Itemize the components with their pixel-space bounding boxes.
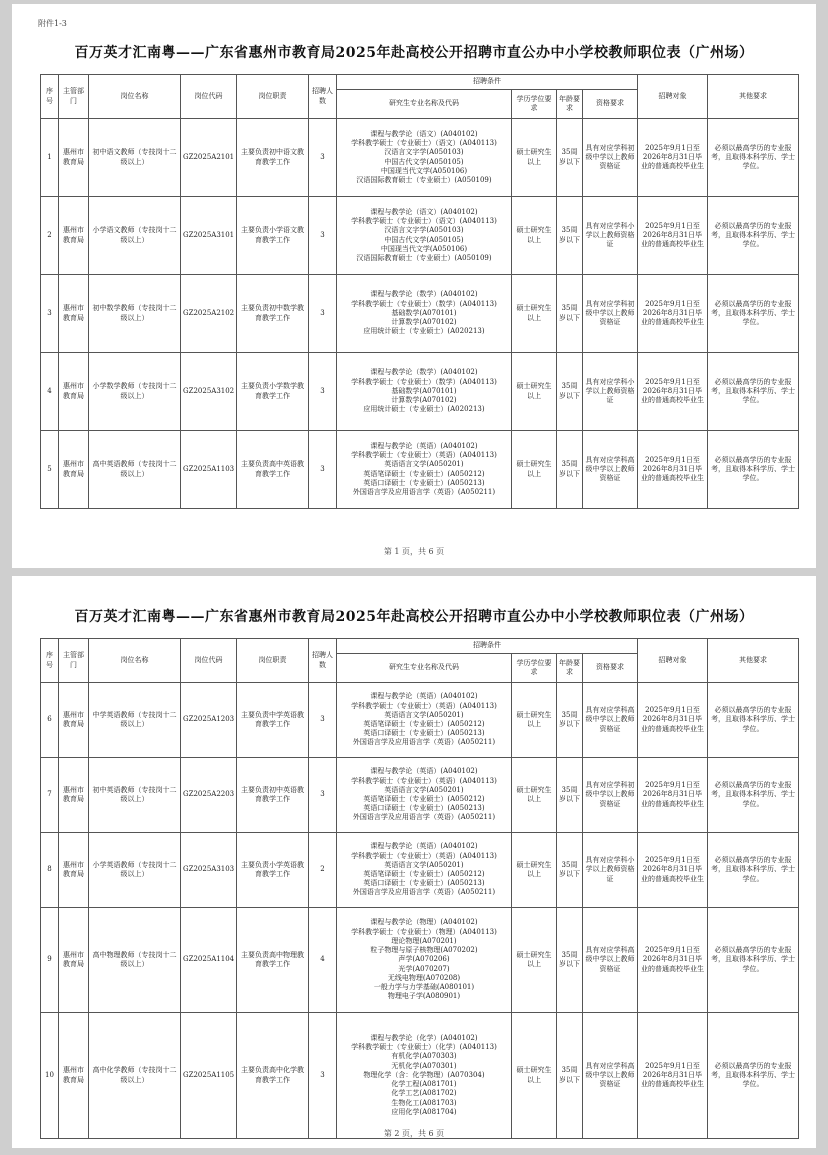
majors-cell bbox=[337, 833, 512, 908]
seq-cell: 3 bbox=[41, 275, 59, 353]
major-item: 生物化工(A081703) bbox=[391, 1098, 457, 1107]
dept-cell: 惠州市教育局 bbox=[59, 908, 89, 1013]
major-item: 外国语言学及应用语言学（英语）(A050211) bbox=[352, 487, 496, 496]
code-cell: GZ2025A1105 bbox=[181, 1013, 237, 1139]
major-item: 学科教学硕士（专业硕士）（语文）(A040113) bbox=[351, 217, 497, 226]
major-item: 课程与教学论（英语）(A040102) bbox=[370, 767, 478, 776]
seq-cell: 2 bbox=[41, 197, 59, 275]
qual-cell: 具有对应学科初级中学以上教师资格证 bbox=[583, 758, 638, 833]
major-item: 外国语言学及应用语言学（英语）(A050211) bbox=[352, 813, 496, 822]
table-row bbox=[41, 431, 799, 509]
major-item: 英语口译硕士（专业硕士）(A050213) bbox=[363, 478, 485, 487]
table-row bbox=[41, 758, 799, 833]
header-code: 岗位代码 bbox=[181, 75, 237, 119]
count-cell: 3 bbox=[309, 353, 337, 431]
major-item: 物理电子学(A080901) bbox=[387, 992, 461, 1001]
table-row bbox=[41, 683, 799, 758]
age-cell: 35周岁以下 bbox=[557, 908, 583, 1013]
other-cell: 必须以最高学历的专业报考，且取得本科学历、学士学位。 bbox=[708, 908, 799, 1013]
majors-cell bbox=[337, 1013, 512, 1139]
target-cell: 2025年9月1日至2026年8月31日毕业的普通高校毕业生 bbox=[638, 353, 708, 431]
dept-cell: 惠州市教育局 bbox=[59, 275, 89, 353]
duty-cell: 主要负责高中物理教育教学工作 bbox=[237, 908, 309, 1013]
header-majors: 研究生专业名称及代码 bbox=[337, 90, 512, 119]
other-cell: 必须以最高学历的专业报考，且取得本科学历、学士学位。 bbox=[708, 833, 799, 908]
code-cell: GZ2025A3101 bbox=[181, 197, 237, 275]
header-duty: 岗位职责 bbox=[237, 75, 309, 119]
code-cell: GZ2025A3103 bbox=[181, 833, 237, 908]
major-item: 英语语言文学(A050201) bbox=[384, 710, 464, 719]
count-cell: 2 bbox=[309, 833, 337, 908]
major-item: 英语口译硕士（专业硕士）(A050213) bbox=[363, 729, 485, 738]
majors-cell bbox=[337, 275, 512, 353]
duty-cell: 主要负责高中英语教育教学工作 bbox=[237, 431, 309, 509]
seq-cell: 10 bbox=[41, 1013, 59, 1139]
position-cell: 高中英语教师（专技岗十二级以上） bbox=[89, 431, 181, 509]
major-item: 汉语国际教育硕士（专业硕士）(A050109) bbox=[356, 253, 492, 262]
major-item: 英语语言文学(A050201) bbox=[384, 860, 464, 869]
major-item: 计算数学(A070102) bbox=[391, 318, 457, 327]
other-cell: 必须以最高学历的专业报考，且取得本科学历、学士学位。 bbox=[708, 1013, 799, 1139]
header-other: 其他要求 bbox=[708, 75, 799, 119]
seq-cell: 7 bbox=[41, 758, 59, 833]
position-cell: 高中物理教师（专技岗十二级以上） bbox=[89, 908, 181, 1013]
position-cell: 小学语文教师（专技岗十二级以上） bbox=[89, 197, 181, 275]
count-cell: 3 bbox=[309, 1013, 337, 1139]
header-code: 岗位代码 bbox=[181, 639, 237, 683]
major-item: 学科教学硕士（专业硕士）（物理）(A040113) bbox=[351, 927, 497, 936]
duty-cell: 主要负责初中数学教育教学工作 bbox=[237, 275, 309, 353]
header-dept: 主管部门 bbox=[59, 639, 89, 683]
duty-cell: 主要负责小学英语教育教学工作 bbox=[237, 833, 309, 908]
header-qual: 资格要求 bbox=[583, 654, 638, 683]
major-item: 中国现当代文学(A050106) bbox=[380, 166, 468, 175]
qual-cell: 具有对应学科初级中学以上教师资格证 bbox=[583, 119, 638, 197]
major-item: 汉语国际教育硕士（专业硕士）(A050109) bbox=[356, 175, 492, 184]
major-item: 一般力学与力学基础(A080101) bbox=[373, 983, 475, 992]
major-item: 课程与教学论（语文）(A040102) bbox=[370, 129, 478, 138]
major-item: 无线电物理(A070208) bbox=[387, 973, 461, 982]
header-age: 年龄要求 bbox=[557, 90, 583, 119]
position-cell: 初中英语教师（专技岗十二级以上） bbox=[89, 758, 181, 833]
qual-cell: 具有对应学科高级中学以上教师资格证 bbox=[583, 683, 638, 758]
header-dept: 主管部门 bbox=[59, 75, 89, 119]
major-item: 学科教学硕士（专业硕士）（数学）(A040113) bbox=[351, 377, 497, 386]
dept-cell: 惠州市教育局 bbox=[59, 119, 89, 197]
major-item: 课程与教学论（英语）(A040102) bbox=[370, 692, 478, 701]
count-cell: 4 bbox=[309, 908, 337, 1013]
major-item: 理论物理(A070201) bbox=[391, 936, 457, 945]
major-item: 无机化学(A070301) bbox=[391, 1061, 457, 1070]
code-cell: GZ2025A2102 bbox=[181, 275, 237, 353]
target-cell: 2025年9月1日至2026年8月31日毕业的普通高校毕业生 bbox=[638, 758, 708, 833]
table-row bbox=[41, 908, 799, 1013]
age-cell: 35周岁以下 bbox=[557, 833, 583, 908]
dept-cell: 惠州市教育局 bbox=[59, 683, 89, 758]
major-item: 基础数学(A070101) bbox=[391, 308, 457, 317]
major-item: 课程与教学论（语文）(A040102) bbox=[370, 207, 478, 216]
position-cell: 高中化学教师（专技岗十二级以上） bbox=[89, 1013, 181, 1139]
seq-cell: 5 bbox=[41, 431, 59, 509]
major-item: 课程与教学论（英语）(A040102) bbox=[370, 842, 478, 851]
duty-cell: 主要负责初中英语教育教学工作 bbox=[237, 758, 309, 833]
majors-cell bbox=[337, 197, 512, 275]
major-item: 汉语言文字学(A050103) bbox=[384, 226, 464, 235]
age-cell: 35周岁以下 bbox=[557, 197, 583, 275]
page-title: 百万英才汇南粤——广东省惠州市教育局2025年赴高校公开招聘市直公办中小学校教师职位表（广州场） bbox=[74, 609, 754, 625]
qual-cell: 具有对应学科小学以上教师资格证 bbox=[583, 197, 638, 275]
header-target: 招聘对象 bbox=[638, 75, 708, 119]
major-item: 课程与教学论（数学）(A040102) bbox=[370, 368, 478, 377]
major-item: 中国古代文学(A050105) bbox=[384, 157, 464, 166]
code-cell: GZ2025A3102 bbox=[181, 353, 237, 431]
major-item: 学科教学硕士（专业硕士）（数学）(A040113) bbox=[351, 299, 497, 308]
majors-cell bbox=[337, 908, 512, 1013]
target-cell: 2025年9月1日至2026年8月31日毕业的普通高校毕业生 bbox=[638, 431, 708, 509]
edu-cell: 硕士研究生以上 bbox=[512, 353, 557, 431]
major-item: 英语笔译硕士（专业硕士）(A050212) bbox=[363, 795, 485, 803]
duty-cell: 主要负责中学英语教育教学工作 bbox=[237, 683, 309, 758]
edu-cell: 硕士研究生以上 bbox=[512, 833, 557, 908]
header-seq: 序号 bbox=[41, 639, 59, 683]
age-cell: 35周岁以下 bbox=[557, 431, 583, 509]
other-cell: 必须以最高学历的专业报考，且取得本科学历、学士学位。 bbox=[708, 758, 799, 833]
major-item: 学科教学硕士（专业硕士）（英语）(A040113) bbox=[351, 851, 497, 860]
page-footer: 第 1 页，共 6 页 bbox=[383, 547, 445, 556]
seq-cell: 4 bbox=[41, 353, 59, 431]
seq-cell: 1 bbox=[41, 119, 59, 197]
major-item: 课程与教学论（物理）(A040102) bbox=[370, 918, 478, 927]
table-row bbox=[41, 197, 799, 275]
header-position: 岗位名称 bbox=[89, 639, 181, 683]
major-item: 应用统计硕士（专业硕士）(A020213) bbox=[363, 327, 485, 336]
code-cell: GZ2025A1104 bbox=[181, 908, 237, 1013]
code-cell: GZ2025A2101 bbox=[181, 119, 237, 197]
count-cell: 3 bbox=[309, 197, 337, 275]
code-cell: GZ2025A1103 bbox=[181, 431, 237, 509]
header-target: 招聘对象 bbox=[638, 639, 708, 683]
header-other: 其他要求 bbox=[708, 639, 799, 683]
qual-cell: 具有对应学科高级中学以上教师资格证 bbox=[583, 431, 638, 509]
table-row bbox=[41, 275, 799, 353]
major-item: 粒子物理与原子核物理(A070202) bbox=[370, 946, 478, 955]
qual-cell: 具有对应学科高级中学以上教师资格证 bbox=[583, 908, 638, 1013]
header-edu: 学历学位要求 bbox=[512, 90, 557, 119]
count-cell: 3 bbox=[309, 119, 337, 197]
major-item: 学科教学硕士（专业硕士）（英语）(A040113) bbox=[351, 701, 497, 710]
header-majors: 研究生专业名称及代码 bbox=[337, 654, 512, 683]
other-cell: 必须以最高学历的专业报考，且取得本科学历、学士学位。 bbox=[708, 275, 799, 353]
duty-cell: 主要负责高中化学教育教学工作 bbox=[237, 1013, 309, 1139]
major-item: 中国古代文学(A050105) bbox=[384, 235, 464, 244]
major-item: 英语口译硕士（专业硕士）(A050213) bbox=[363, 879, 485, 888]
other-cell: 必须以最高学历的专业报考，且取得本科学历、学士学位。 bbox=[708, 353, 799, 431]
header-position: 岗位名称 bbox=[89, 75, 181, 119]
document-page-1 bbox=[12, 4, 816, 568]
edu-cell: 硕士研究生以上 bbox=[512, 683, 557, 758]
other-cell: 必须以最高学历的专业报考，且取得本科学历、学士学位。 bbox=[708, 197, 799, 275]
header-qual: 资格要求 bbox=[583, 90, 638, 119]
dept-cell: 惠州市教育局 bbox=[59, 353, 89, 431]
majors-cell bbox=[337, 683, 512, 758]
age-cell: 35周岁以下 bbox=[557, 275, 583, 353]
position-cell: 初中数学教师（专技岗十二级以上） bbox=[89, 275, 181, 353]
header-count: 招聘人数 bbox=[309, 75, 337, 119]
header-seq: 序号 bbox=[41, 75, 59, 119]
target-cell: 2025年9月1日至2026年8月31日毕业的普通高校毕业生 bbox=[638, 1013, 708, 1139]
document-page-2 bbox=[12, 576, 816, 1148]
other-cell: 必须以最高学历的专业报考，且取得本科学历、学士学位。 bbox=[708, 683, 799, 758]
count-cell: 3 bbox=[309, 683, 337, 758]
position-cell: 中学英语教师（专技岗十二级以上） bbox=[89, 683, 181, 758]
count-cell: 3 bbox=[309, 758, 337, 833]
major-item: 英语笔译硕士（专业硕士）(A050212) bbox=[363, 469, 485, 478]
major-item: 应用统计硕士（专业硕士）(A020213) bbox=[363, 405, 485, 414]
major-item: 学科教学硕士（专业硕士）（英语）(A040113) bbox=[351, 451, 497, 460]
header-count: 招聘人数 bbox=[309, 639, 337, 683]
major-item: 学科教学硕士（专业硕士）（语文）(A040113) bbox=[351, 139, 497, 148]
code-cell: GZ2025A1203 bbox=[181, 683, 237, 758]
duty-cell: 主要负责初中语文教育教学工作 bbox=[237, 119, 309, 197]
target-cell: 2025年9月1日至2026年8月31日毕业的普通高校毕业生 bbox=[638, 119, 708, 197]
header-row bbox=[41, 639, 799, 654]
dept-cell: 惠州市教育局 bbox=[59, 758, 89, 833]
major-item: 英语语言文学(A050201) bbox=[384, 785, 464, 794]
major-item: 化学工程(A081701) bbox=[391, 1080, 457, 1089]
qual-cell: 具有对应学科初级中学以上教师资格证 bbox=[583, 275, 638, 353]
qual-cell: 具有对应学科小学以上教师资格证 bbox=[583, 353, 638, 431]
seq-cell: 9 bbox=[41, 908, 59, 1013]
table-row bbox=[41, 1013, 799, 1139]
major-item: 应用化学(A081704) bbox=[391, 1107, 457, 1116]
count-cell: 3 bbox=[309, 431, 337, 509]
majors-cell bbox=[337, 758, 512, 833]
edu-cell: 硕士研究生以上 bbox=[512, 275, 557, 353]
edu-cell: 硕士研究生以上 bbox=[512, 1013, 557, 1139]
major-item: 学科教学硕士（专业硕士）（英语）(A040113) bbox=[351, 776, 497, 785]
edu-cell: 硕士研究生以上 bbox=[512, 758, 557, 833]
major-item: 英语语言文学(A050201) bbox=[384, 460, 464, 469]
header-duty: 岗位职责 bbox=[237, 639, 309, 683]
majors-cell bbox=[337, 353, 512, 431]
table-row bbox=[41, 119, 799, 197]
target-cell: 2025年9月1日至2026年8月31日毕业的普通高校毕业生 bbox=[638, 683, 708, 758]
major-item: 有机化学(A070303) bbox=[391, 1052, 457, 1061]
major-item: 中国现当代文学(A050106) bbox=[380, 244, 468, 253]
major-item: 光学(A070207) bbox=[398, 964, 450, 973]
header-conditions: 招聘条件 bbox=[337, 75, 638, 90]
count-cell: 3 bbox=[309, 275, 337, 353]
target-cell: 2025年9月1日至2026年8月31日毕业的普通高校毕业生 bbox=[638, 197, 708, 275]
major-item: 物理化学（含：化学物理）(A070304) bbox=[363, 1070, 485, 1079]
positions-table bbox=[40, 638, 799, 1139]
age-cell: 35周岁以下 bbox=[557, 119, 583, 197]
age-cell: 35周岁以下 bbox=[557, 1013, 583, 1139]
dept-cell: 惠州市教育局 bbox=[59, 833, 89, 908]
other-cell: 必须以最高学历的专业报考，且取得本科学历、学士学位。 bbox=[708, 119, 799, 197]
positions-table bbox=[40, 74, 799, 509]
seq-cell: 8 bbox=[41, 833, 59, 908]
major-item: 课程与教学论（化学）(A040102) bbox=[370, 1033, 478, 1042]
majors-cell bbox=[337, 431, 512, 509]
header-edu: 学历学位要求 bbox=[512, 654, 557, 683]
dept-cell: 惠州市教育局 bbox=[59, 197, 89, 275]
qual-cell: 具有对应学科小学以上教师资格证 bbox=[583, 833, 638, 908]
other-cell: 必须以最高学历的专业报考，且取得本科学历、学士学位。 bbox=[708, 431, 799, 509]
edu-cell: 硕士研究生以上 bbox=[512, 119, 557, 197]
major-item: 学科教学硕士（专业硕士）（化学）(A040113) bbox=[351, 1043, 497, 1052]
age-cell: 35周岁以下 bbox=[557, 683, 583, 758]
major-item: 外国语言学及应用语言学（英语）(A050211) bbox=[352, 738, 496, 747]
major-item: 课程与教学论（数学）(A040102) bbox=[370, 290, 478, 299]
annex-label: 附件1-3 bbox=[38, 19, 67, 28]
duty-cell: 主要负责小学数学教育教学工作 bbox=[237, 353, 309, 431]
major-item: 英语笔译硕士（专业硕士）(A050212) bbox=[363, 720, 485, 728]
duty-cell: 主要负责小学语文教育教学工作 bbox=[237, 197, 309, 275]
page-footer: 第 2 页，共 6 页 bbox=[383, 1129, 445, 1138]
edu-cell: 硕士研究生以上 bbox=[512, 908, 557, 1013]
edu-cell: 硕士研究生以上 bbox=[512, 431, 557, 509]
age-cell: 35周岁以下 bbox=[557, 353, 583, 431]
major-item: 基础数学(A070101) bbox=[391, 386, 457, 395]
position-cell: 小学数学教师（专技岗十二级以上） bbox=[89, 353, 181, 431]
header-age: 年龄要求 bbox=[557, 654, 583, 683]
edu-cell: 硕士研究生以上 bbox=[512, 197, 557, 275]
table-row bbox=[41, 353, 799, 431]
header-conditions: 招聘条件 bbox=[337, 639, 638, 654]
major-item: 化学工艺(A081702) bbox=[391, 1089, 457, 1098]
dept-cell: 惠州市教育局 bbox=[59, 431, 89, 509]
position-cell: 小学英语教师（专技岗十二级以上） bbox=[89, 833, 181, 908]
table-row bbox=[41, 833, 799, 908]
target-cell: 2025年9月1日至2026年8月31日毕业的普通高校毕业生 bbox=[638, 275, 708, 353]
dept-cell: 惠州市教育局 bbox=[59, 1013, 89, 1139]
page-title: 百万英才汇南粤——广东省惠州市教育局2025年赴高校公开招聘市直公办中小学校教师职位表（广州场） bbox=[74, 45, 754, 61]
major-item: 外国语言学及应用语言学（英语）(A050211) bbox=[352, 888, 496, 897]
major-item: 计算数学(A070102) bbox=[391, 396, 457, 405]
position-cell: 初中语文教师（专技岗十二级以上） bbox=[89, 119, 181, 197]
header-row bbox=[41, 75, 799, 90]
majors-cell bbox=[337, 119, 512, 197]
major-item: 汉语言文字学(A050103) bbox=[384, 148, 464, 157]
age-cell: 35周岁以下 bbox=[557, 758, 583, 833]
target-cell: 2025年9月1日至2026年8月31日毕业的普通高校毕业生 bbox=[638, 833, 708, 908]
code-cell: GZ2025A2203 bbox=[181, 758, 237, 833]
qual-cell: 具有对应学科高级中学以上教师资格证 bbox=[583, 1013, 638, 1139]
seq-cell: 6 bbox=[41, 683, 59, 758]
major-item: 英语口译硕士（专业硕士）(A050213) bbox=[363, 804, 485, 813]
major-item: 课程与教学论（英语）(A040102) bbox=[370, 441, 478, 450]
target-cell: 2025年9月1日至2026年8月31日毕业的普通高校毕业生 bbox=[638, 908, 708, 1013]
major-item: 声学(A070206) bbox=[398, 955, 450, 964]
major-item: 英语笔译硕士（专业硕士）(A050212) bbox=[363, 870, 485, 878]
